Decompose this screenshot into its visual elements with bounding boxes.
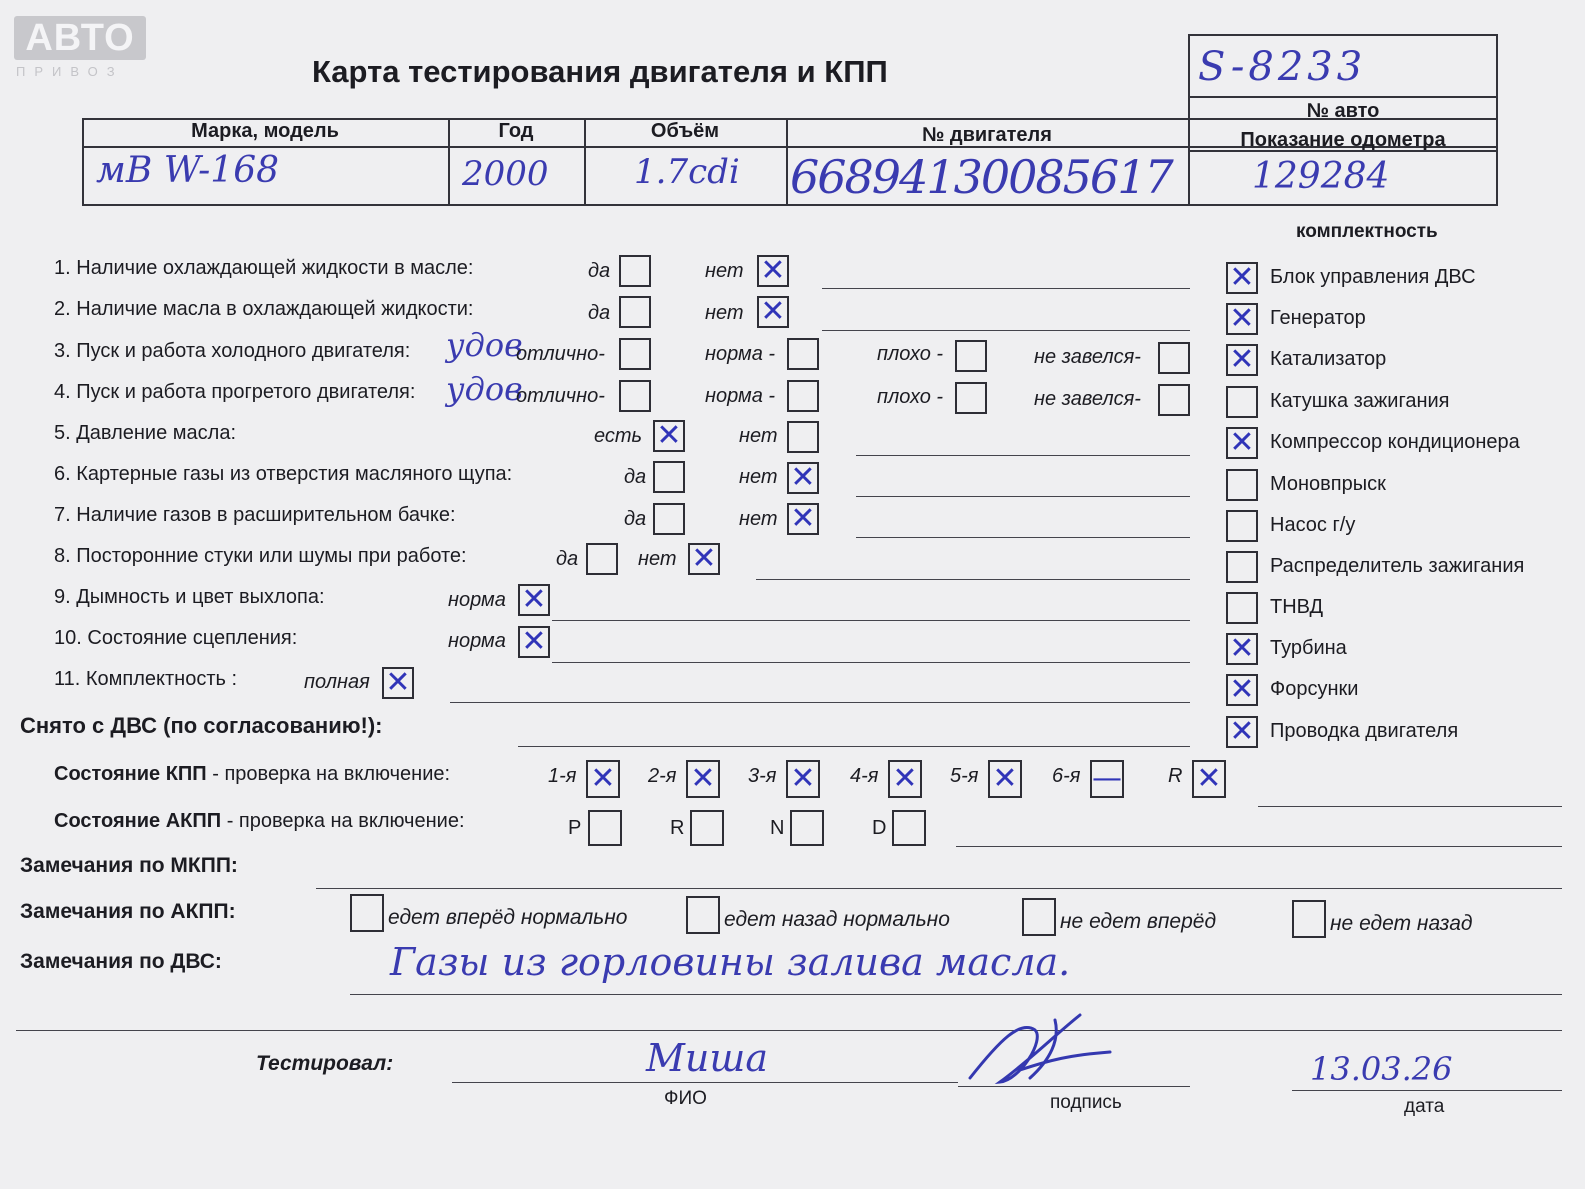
q2-no-checkbox[interactable]: ✕ <box>757 296 789 328</box>
akpp-gear-checkbox[interactable] <box>790 810 824 846</box>
tested-label: Тестировал: <box>256 1052 394 1075</box>
komplekt-item-label: Распределитель зажигания <box>1270 555 1525 577</box>
q10-norm-label: норма <box>448 630 506 652</box>
q8-no-label: нет <box>638 548 677 570</box>
akpp-back-ok-checkbox[interactable] <box>686 896 720 934</box>
fio-line <box>452 1082 958 1083</box>
akpp-no-forward-label: не едет вперёд <box>1060 910 1217 933</box>
kpp-gear-checkbox[interactable]: — <box>1092 761 1122 796</box>
odometer-label: Показание одометра <box>1240 129 1446 151</box>
q4-udov-note: удов <box>446 370 523 408</box>
komplekt-item-label: Компрессор кондиционера <box>1270 431 1520 453</box>
avtoprivoz-logo <box>14 16 148 79</box>
remarks-dvs-text: Газы из горловины залива масла. <box>390 940 1071 984</box>
q2-no-label: нет <box>705 302 744 324</box>
q8-no-checkbox[interactable]: ✕ <box>688 543 720 575</box>
q3-bad-checkbox[interactable] <box>955 340 987 372</box>
q4-bad-checkbox[interactable] <box>955 382 987 414</box>
q5: 5. Давление масла: <box>54 422 236 444</box>
komplekt-item-label: Насос г/у <box>1270 514 1356 536</box>
q8-yes-checkbox[interactable] <box>586 543 618 575</box>
q11: 11. Комплектность : <box>54 668 238 690</box>
akpp-forward-ok-label: едет вперёд нормально <box>388 906 628 929</box>
signature-label: подпись <box>1050 1092 1122 1113</box>
komplekt-item-label: ТНВД <box>1270 596 1324 618</box>
komplekt-heading: комплектность <box>1296 221 1438 242</box>
year-label: Год <box>498 120 534 142</box>
kpp-gear-label: 1-я <box>548 765 577 787</box>
akpp-gear-label: P <box>568 817 582 839</box>
kpp-gear-label: 4-я <box>850 765 879 787</box>
volume-value: 1.7cdi <box>634 152 740 192</box>
q1-no-label: нет <box>705 260 744 282</box>
date-value: 13.03.26 <box>1310 1050 1453 1088</box>
page-title: Карта тестирования двигателя и КПП <box>312 54 888 89</box>
akpp-gear-label: N <box>770 817 785 839</box>
kpp-label: Состояние КПП - проверка на включение: <box>54 763 451 785</box>
q2-yes-checkbox[interactable] <box>619 296 651 328</box>
q7-notes-line <box>856 537 1190 538</box>
q11-full-label: полная <box>304 671 370 693</box>
komplekt-item-label: Моновпрыск <box>1270 473 1386 495</box>
q2-yes-label: да <box>588 302 611 324</box>
komplekt-checkbox[interactable] <box>1226 592 1258 624</box>
komplekt-item-label: Турбина <box>1270 637 1347 659</box>
remarks-akpp-label: Замечания по АКПП: <box>20 900 236 923</box>
kpp-gear-checkbox[interactable]: ✕ <box>586 760 620 798</box>
komplekt-checkbox[interactable] <box>1226 551 1258 583</box>
akpp-label: Состояние АКПП - проверка на включение: <box>54 810 465 832</box>
q4-normal-label: норма - <box>705 385 776 407</box>
kpp-gear-checkbox[interactable]: ✕ <box>1192 760 1226 798</box>
akpp-no-forward-checkbox[interactable] <box>1022 898 1056 936</box>
q10: 10. Состояние сцепления: <box>54 627 298 649</box>
kpp-gear-checkbox[interactable]: ✕ <box>888 760 922 798</box>
q8-notes-line <box>756 579 1190 580</box>
komplekt-item-label: Катализатор <box>1270 348 1387 370</box>
komplekt-checkbox[interactable] <box>1226 510 1258 542</box>
komplekt-checkbox[interactable] <box>1226 386 1258 418</box>
q2: 2. Наличие масла в охлаждающей жидкости: <box>54 298 474 320</box>
q8: 8. Посторонние стуки или шумы при работе: <box>54 545 467 567</box>
q6-yes-label: да <box>624 466 647 488</box>
kpp-gear-label: R <box>1168 765 1183 787</box>
q7: 7. Наличие газов в расширительном бачке: <box>54 504 456 526</box>
engine-value: 66894130085617 <box>790 150 1172 204</box>
akpp-no-back-label: не едет назад <box>1330 912 1473 935</box>
q1-yes-label: да <box>588 260 611 282</box>
q8-yes-label: да <box>556 548 579 570</box>
kpp-notes-line <box>1258 806 1562 807</box>
remarks-mkpp-line <box>316 888 1562 889</box>
q3-normal-label: норма - <box>705 343 776 365</box>
q7-no-label: нет <box>739 508 778 530</box>
q5-notes-line <box>856 455 1190 456</box>
tester-name: Миша <box>646 1036 769 1080</box>
q1-notes-line <box>822 288 1190 289</box>
remarks-dvs-line <box>350 994 1562 995</box>
q4-excellent-checkbox[interactable] <box>619 380 651 412</box>
komplekt-item-label: Форсунки <box>1270 678 1359 700</box>
date-line <box>1292 1090 1562 1091</box>
q3-udov-note: удов <box>446 326 523 364</box>
make-value: мВ W-168 <box>96 150 280 191</box>
q3-bad-label: плохо - <box>877 343 944 365</box>
q7-yes-checkbox[interactable] <box>653 503 685 535</box>
akpp-notes-line <box>956 846 1562 847</box>
q3-normal-checkbox[interactable] <box>787 338 819 370</box>
year-value: 2000 <box>462 154 549 194</box>
kpp-gear-label: 3-я <box>748 765 777 787</box>
fio-label: ФИО <box>664 1088 707 1109</box>
akpp-forward-ok-checkbox[interactable] <box>350 894 384 932</box>
akpp-gear-checkbox[interactable] <box>588 810 622 846</box>
q9-notes-line <box>552 620 1190 621</box>
logo-sub: ПРИВОЗ <box>16 64 124 79</box>
q6-no-label: нет <box>739 466 778 488</box>
q4-normal-checkbox[interactable] <box>787 380 819 412</box>
plate-divider <box>1188 96 1498 98</box>
komplekt-item-label: Проводка двигателя <box>1270 720 1459 742</box>
q5-no-checkbox[interactable] <box>787 421 819 453</box>
q3-excellent-checkbox[interactable] <box>619 338 651 370</box>
q4-nostart-label: не завелся- <box>1034 388 1141 410</box>
remarks-dvs-label: Замечания по ДВС: <box>20 950 222 973</box>
komplekt-checkbox[interactable]: ✕ <box>1226 262 1258 294</box>
q7-yes-label: да <box>624 508 647 530</box>
volume-label: Объём <box>650 120 720 142</box>
q5-present-label: есть <box>594 425 643 447</box>
removed-label: Снято с ДВС (по согласованию!): <box>20 713 383 738</box>
komplekt-item-label: Блок управления ДВС <box>1270 266 1476 288</box>
komplekt-checkbox[interactable]: ✕ <box>1226 674 1258 706</box>
q3-nostart-checkbox[interactable] <box>1158 342 1190 374</box>
akpp-gear-checkbox[interactable] <box>690 810 724 846</box>
signature-mark <box>960 1000 1120 1100</box>
komplekt-checkbox[interactable]: ✕ <box>1226 716 1258 748</box>
q1: 1. Наличие охлаждающей жидкости в масле: <box>54 257 474 279</box>
removed-line <box>518 746 1190 747</box>
q10-norm-checkbox[interactable]: ✕ <box>518 626 550 658</box>
komplekt-checkbox[interactable] <box>1226 469 1258 501</box>
q6-no-checkbox[interactable]: ✕ <box>787 462 819 494</box>
plate-label: № авто <box>1306 100 1380 122</box>
komplekt-checkbox[interactable]: ✕ <box>1226 427 1258 459</box>
q9-norm-checkbox[interactable]: ✕ <box>518 584 550 616</box>
q3: 3. Пуск и работа холодного двигателя: <box>54 340 411 362</box>
date-label: дата <box>1404 1096 1445 1117</box>
q3-excellent-label: отлично- <box>516 343 605 365</box>
q4-nostart-checkbox[interactable] <box>1158 384 1190 416</box>
akpp-back-ok-label: едет назад нормально <box>724 908 950 931</box>
make-label: Марка, модель <box>191 120 339 142</box>
komplekt-item-label: Катушка зажигания <box>1270 390 1450 412</box>
q1-no-checkbox[interactable]: ✕ <box>757 255 789 287</box>
remarks-dvs-line2 <box>16 1030 1562 1031</box>
komplekt-checkbox[interactable]: ✕ <box>1226 633 1258 665</box>
q3-nostart-label: не завелся- <box>1034 346 1141 368</box>
kpp-gear-checkbox[interactable]: ✕ <box>988 760 1022 798</box>
q7-no-checkbox[interactable]: ✕ <box>787 503 819 535</box>
q6: 6. Картерные газы из отверстия масляного щупа: <box>54 463 513 485</box>
remarks-mkpp-label: Замечания по МКПП: <box>20 854 238 877</box>
kpp-gear-label: 2-я <box>648 765 677 787</box>
akpp-gear-label: D <box>872 817 887 839</box>
kpp-gear-label: 5-я <box>950 765 979 787</box>
q11-notes-line <box>450 702 1190 703</box>
plate-value: S-8233 <box>1198 44 1367 90</box>
kpp-gear-label: 6-я <box>1052 765 1081 787</box>
q1-yes-checkbox[interactable] <box>619 255 651 287</box>
akpp-gear-checkbox[interactable] <box>892 810 926 846</box>
akpp-no-back-checkbox[interactable] <box>1292 900 1326 938</box>
q9-norm-label: норма <box>448 589 506 611</box>
q6-yes-checkbox[interactable] <box>653 461 685 493</box>
kpp-gear-checkbox[interactable]: ✕ <box>686 760 720 798</box>
q9: 9. Дымность и цвет выхлопа: <box>54 586 325 608</box>
q2-notes-line <box>822 330 1190 331</box>
q4-excellent-label: отлично- <box>516 385 605 407</box>
q5-no-label: нет <box>739 425 778 447</box>
komplekt-checkbox[interactable]: ✕ <box>1226 303 1258 335</box>
q4-bad-label: плохо - <box>877 386 944 408</box>
akpp-gear-label: R <box>670 817 685 839</box>
odometer-value: 129284 <box>1252 156 1390 197</box>
q11-full-checkbox[interactable]: ✕ <box>382 667 414 699</box>
engine-label: № двигателя <box>922 124 1052 146</box>
kpp-gear-checkbox[interactable]: ✕ <box>786 760 820 798</box>
q5-present-checkbox[interactable]: ✕ <box>653 420 685 452</box>
signature-line <box>958 1086 1190 1087</box>
komplekt-item-label: Генератор <box>1270 307 1366 329</box>
logo-brand: АВТО <box>14 16 146 60</box>
q6-notes-line <box>856 496 1190 497</box>
q10-notes-line <box>552 662 1190 663</box>
komplekt-checkbox[interactable]: ✕ <box>1226 344 1258 376</box>
q4: 4. Пуск и работа прогретого двигателя: <box>54 381 416 403</box>
